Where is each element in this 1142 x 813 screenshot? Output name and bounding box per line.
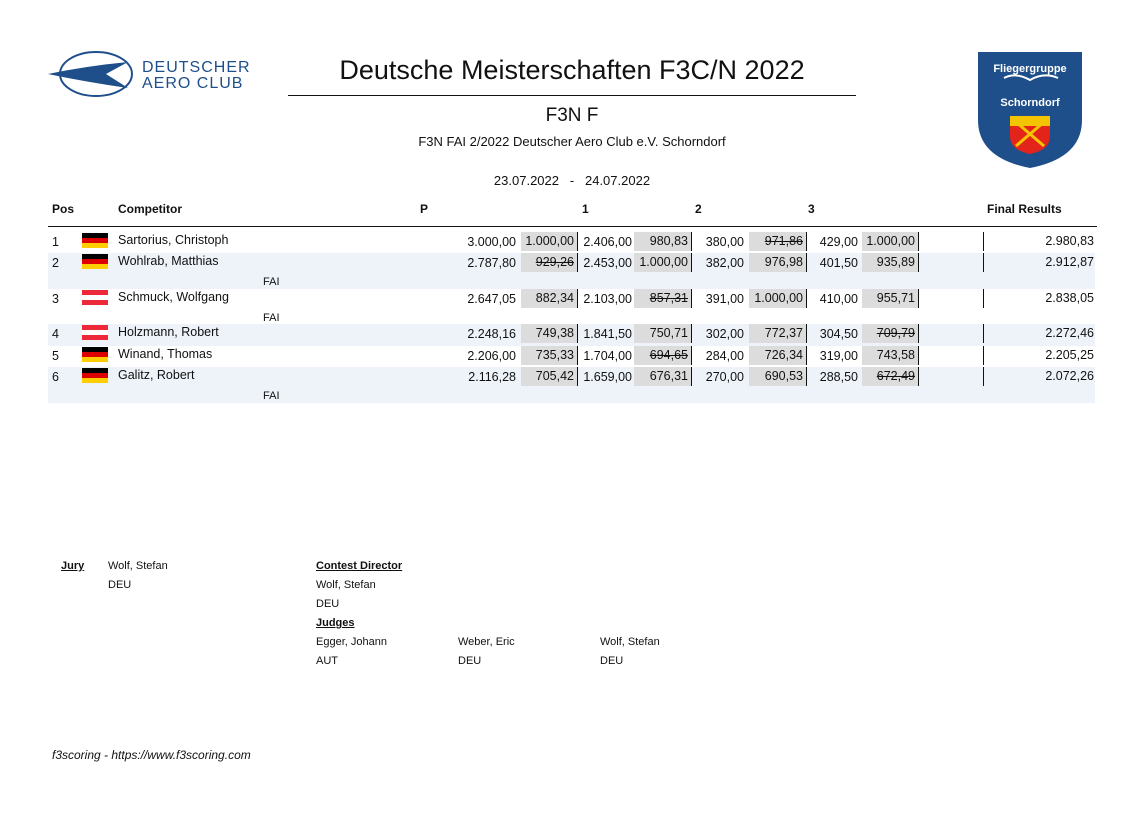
table-row xyxy=(48,232,1095,253)
contest-director-country: DEU xyxy=(316,598,340,610)
judge-country: DEU xyxy=(458,655,482,667)
normalized-score: 1.000,00 xyxy=(521,232,578,251)
country-flag-icon xyxy=(82,290,108,305)
title-underline xyxy=(288,95,856,96)
final-result: 2.912,87 xyxy=(983,253,1094,272)
table-row xyxy=(48,253,1095,289)
judges-label: Judges xyxy=(316,617,355,629)
judge-name: Egger, Johann xyxy=(316,636,387,648)
position-cell: 2 xyxy=(52,256,59,270)
judge-name: Weber, Eric xyxy=(458,636,515,648)
country-flag-icon xyxy=(82,233,108,248)
raw-score: 380,00 xyxy=(705,235,744,249)
table-row xyxy=(48,367,1095,403)
competitor-name: Winand, Thomas xyxy=(118,347,213,361)
header-rule xyxy=(48,226,1097,227)
normalized-score: 672,49 xyxy=(862,367,919,386)
contest-director-name: Wolf, Stefan xyxy=(316,579,376,591)
normalized-score: 726,34 xyxy=(749,346,807,365)
normalized-score: 857,31 xyxy=(634,289,692,308)
raw-score: 319,00 xyxy=(819,349,858,363)
table-row xyxy=(48,289,1095,324)
normalized-score: 980,83 xyxy=(634,232,692,251)
col-header-round-2: 2 xyxy=(695,202,702,216)
raw-score: 2.103,00 xyxy=(583,292,632,306)
raw-score: 410,00 xyxy=(819,292,858,306)
raw-score: 3.000,00 xyxy=(467,235,516,249)
final-result: 2.980,83 xyxy=(983,232,1094,251)
contest-director-label: Contest Director xyxy=(316,560,403,572)
jury-name: Wolf, Stefan xyxy=(108,560,168,572)
competitor-name: Holzmann, Robert xyxy=(118,325,219,339)
raw-score: 401,50 xyxy=(819,256,858,270)
position-cell: 4 xyxy=(52,327,59,341)
position-cell: 3 xyxy=(52,292,59,306)
jury-country: DEU xyxy=(108,579,132,591)
col-header-final: Final Results xyxy=(987,202,1062,216)
normalized-score: 935,89 xyxy=(862,253,919,272)
normalized-score: 971,86 xyxy=(749,232,807,251)
judge-name: Wolf, Stefan xyxy=(600,636,660,648)
class-title: F3N F xyxy=(545,105,599,126)
raw-score: 270,00 xyxy=(705,370,744,384)
final-result: 2.272,46 xyxy=(983,324,1094,343)
normalized-score: 1.000,00 xyxy=(749,289,807,308)
raw-score: 429,00 xyxy=(819,235,858,249)
table-row xyxy=(48,346,1095,367)
position-cell: 5 xyxy=(52,349,59,363)
footer-credit: f3scoring - https://www.f3scoring.com xyxy=(52,748,251,762)
badge-top-text: Fliegergruppe xyxy=(993,63,1067,75)
normalized-score: 1.000,00 xyxy=(634,253,692,272)
normalized-score: 676,31 xyxy=(634,367,692,386)
dac-org-name xyxy=(142,60,251,92)
raw-score: 382,00 xyxy=(705,256,744,270)
col-header-p: P xyxy=(420,202,429,216)
normalized-score: 690,53 xyxy=(749,367,807,386)
normalized-score: 750,71 xyxy=(634,324,692,343)
normalized-score: 694,65 xyxy=(634,346,692,365)
competitor-name: Galitz, Robert xyxy=(118,368,195,382)
raw-score: 2.406,00 xyxy=(583,235,632,249)
raw-score: 1.704,00 xyxy=(583,349,632,363)
raw-score: 2.647,05 xyxy=(467,292,516,306)
col-header-competitor: Competitor xyxy=(118,202,182,216)
judge-country: DEU xyxy=(600,655,624,667)
normalized-score: 929,26 xyxy=(521,253,578,272)
competitor-name: Schmuck, Wolfgang xyxy=(118,290,229,304)
raw-score: 1.659,00 xyxy=(583,370,632,384)
final-result: 2.205,25 xyxy=(983,346,1094,365)
country-flag-icon xyxy=(82,325,108,340)
normalized-score: 976,98 xyxy=(749,253,807,272)
judge-country: AUT xyxy=(316,655,338,667)
date-range: 23.07.2022 - 24.07.2022 xyxy=(493,173,651,188)
country-flag-icon xyxy=(82,368,108,383)
position-cell: 6 xyxy=(52,370,59,384)
col-header-round-1: 1 xyxy=(582,202,589,216)
table-row xyxy=(48,324,1095,346)
position-cell: 1 xyxy=(52,235,59,249)
raw-score: 302,00 xyxy=(705,327,744,341)
final-result: 2.072,26 xyxy=(983,367,1094,386)
club-badge-icon xyxy=(974,50,1086,170)
country-flag-icon xyxy=(82,347,108,362)
raw-score: 2.206,00 xyxy=(467,349,516,363)
contest-subtitle: F3N FAI 2/2022 Deutscher Aero Club e.V. Schorndorf xyxy=(418,134,726,149)
col-header-pos: Pos xyxy=(52,202,75,216)
raw-score: 2.453,00 xyxy=(583,256,632,270)
dac-org-line2: AERO CLUB xyxy=(142,75,244,92)
final-result: 2.838,05 xyxy=(983,289,1094,308)
page-title: Deutsche Meisterschaften F3C/N 2022 xyxy=(339,55,805,85)
normalized-score: 749,38 xyxy=(521,324,578,343)
raw-score: 2.787,80 xyxy=(467,256,516,270)
normalized-score: 772,37 xyxy=(749,324,807,343)
competitor-name: Wohlrab, Matthias xyxy=(118,254,219,268)
normalized-score: 955,71 xyxy=(862,289,919,308)
fai-label: FAI xyxy=(263,312,280,324)
competitor-name: Sartorius, Christoph xyxy=(118,233,229,247)
fai-label: FAI xyxy=(263,390,280,402)
raw-score: 2.248,16 xyxy=(467,327,516,341)
jury-label: Jury xyxy=(61,560,85,572)
normalized-score: 705,42 xyxy=(521,367,578,386)
normalized-score: 882,34 xyxy=(521,289,578,308)
col-header-round-3: 3 xyxy=(808,202,815,216)
fai-label: FAI xyxy=(263,276,280,288)
raw-score: 2.116,28 xyxy=(468,370,516,384)
normalized-score: 743,58 xyxy=(862,346,919,365)
raw-score: 288,50 xyxy=(819,370,858,384)
normalized-score: 709,79 xyxy=(862,324,919,343)
raw-score: 391,00 xyxy=(705,292,744,306)
dac-org-line1: DEUTSCHER xyxy=(142,59,251,76)
raw-score: 284,00 xyxy=(705,349,744,363)
raw-score: 304,50 xyxy=(819,327,858,341)
normalized-score: 735,33 xyxy=(521,346,578,365)
raw-score: 1.841,50 xyxy=(583,327,632,341)
badge-mid-text: Schorndorf xyxy=(1000,97,1060,109)
country-flag-icon xyxy=(82,254,108,269)
normalized-score: 1.000,00 xyxy=(862,232,919,251)
